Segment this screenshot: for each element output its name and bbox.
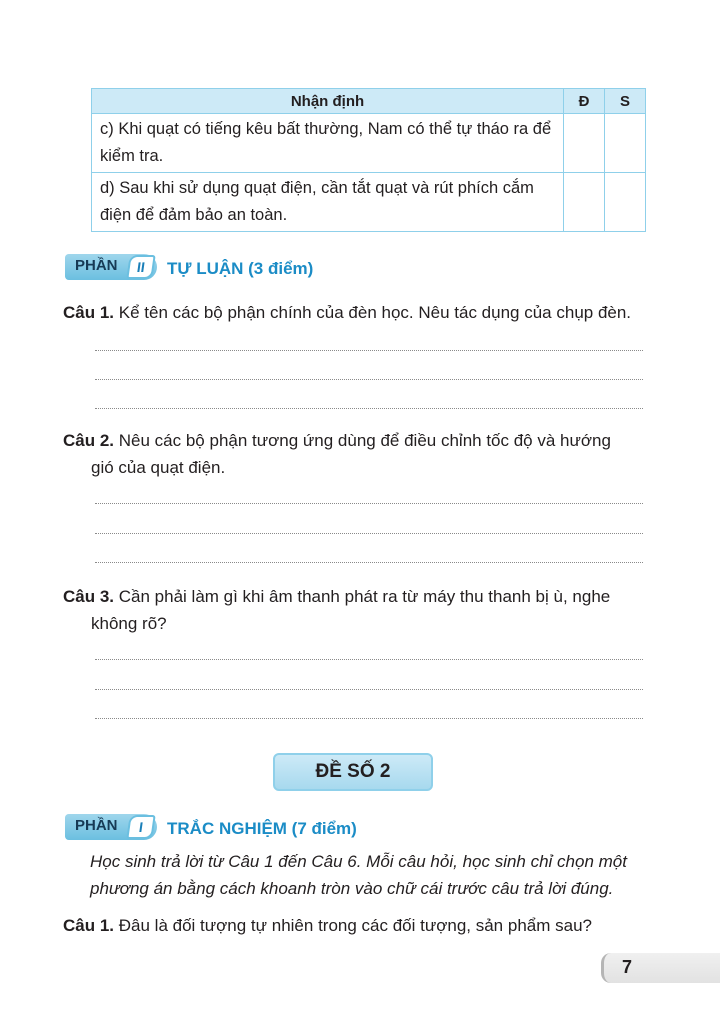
answer-line[interactable] — [95, 659, 643, 660]
true-cell[interactable] — [564, 114, 605, 173]
answer-line[interactable] — [95, 379, 643, 380]
answer-line[interactable] — [95, 718, 643, 719]
part-number: II — [126, 255, 155, 279]
question-number: Câu 1. — [63, 916, 115, 935]
section-title: TRẮC NGHIỆM (7 điểm) — [167, 819, 357, 838]
answer-line[interactable] — [95, 350, 643, 351]
exam-title: ĐỀ SỐ 2 — [273, 753, 433, 791]
question-text: Nêu các bộ phận tương ứng dùng để điều chỉnh tốc độ và hướng — [118, 431, 611, 450]
false-cell[interactable] — [605, 114, 646, 173]
false-cell[interactable] — [605, 173, 646, 232]
page-number: 7 — [601, 953, 720, 983]
answer-line[interactable] — [95, 533, 643, 534]
question-number: Câu 1. — [63, 303, 115, 322]
answer-line[interactable] — [95, 562, 643, 563]
part-label: PHẦN — [75, 257, 118, 274]
table-row — [92, 173, 646, 232]
col-true: Đ — [564, 89, 605, 114]
statement-c: c) Khi quạt có tiếng kêu bất thường, Nam có thể tự tháo ra để kiểm tra. — [92, 114, 564, 173]
true-cell[interactable] — [564, 173, 605, 232]
question-number: Câu 2. — [63, 431, 115, 450]
essay-question-3 — [63, 583, 663, 637]
answer-line[interactable] — [95, 503, 643, 504]
essay-question-2 — [63, 427, 663, 481]
part-label: PHẦN — [75, 817, 118, 834]
question-number: Câu 3. — [63, 587, 115, 606]
true-false-table — [91, 88, 646, 232]
instructions: Học sinh trả lời từ Câu 1 đến Câu 6. Mỗi câu hỏi, học sinh chỉ chọn một — [90, 852, 627, 871]
part-number: I — [126, 815, 155, 839]
essay-question-1 — [63, 299, 663, 326]
part-badge — [65, 814, 157, 840]
question-text: Đâu là đối tượng tự nhiên trong các đối tượng, sản phẩm sau? — [118, 916, 592, 935]
section-title: TỰ LUẬN (3 điểm) — [167, 259, 314, 278]
answer-line[interactable] — [95, 689, 643, 690]
statement-d: d) Sau khi sử dụng quạt điện, cần tắt quạt và rút phích cắm điện để đảm bảo an toàn. — [92, 173, 564, 232]
question-text: Kể tên các bộ phận chính của đèn học. Nêu tác dụng của chụp đèn. — [118, 303, 632, 322]
part-badge — [65, 254, 157, 280]
mc-question-1 — [63, 912, 663, 939]
question-text-cont: không rõ? — [91, 614, 167, 633]
answer-line[interactable] — [95, 408, 643, 409]
table-row — [92, 114, 646, 173]
col-false: S — [605, 89, 646, 114]
instructions: phương án bằng cách khoanh tròn vào chữ cái trước câu trả lời đúng. — [90, 879, 614, 898]
question-text: Cần phải làm gì khi âm thanh phát ra từ máy thu thanh bị ù, nghe — [118, 587, 611, 606]
col-statement: Nhận định — [92, 89, 564, 114]
question-text-cont: gió của quạt điện. — [91, 458, 226, 477]
